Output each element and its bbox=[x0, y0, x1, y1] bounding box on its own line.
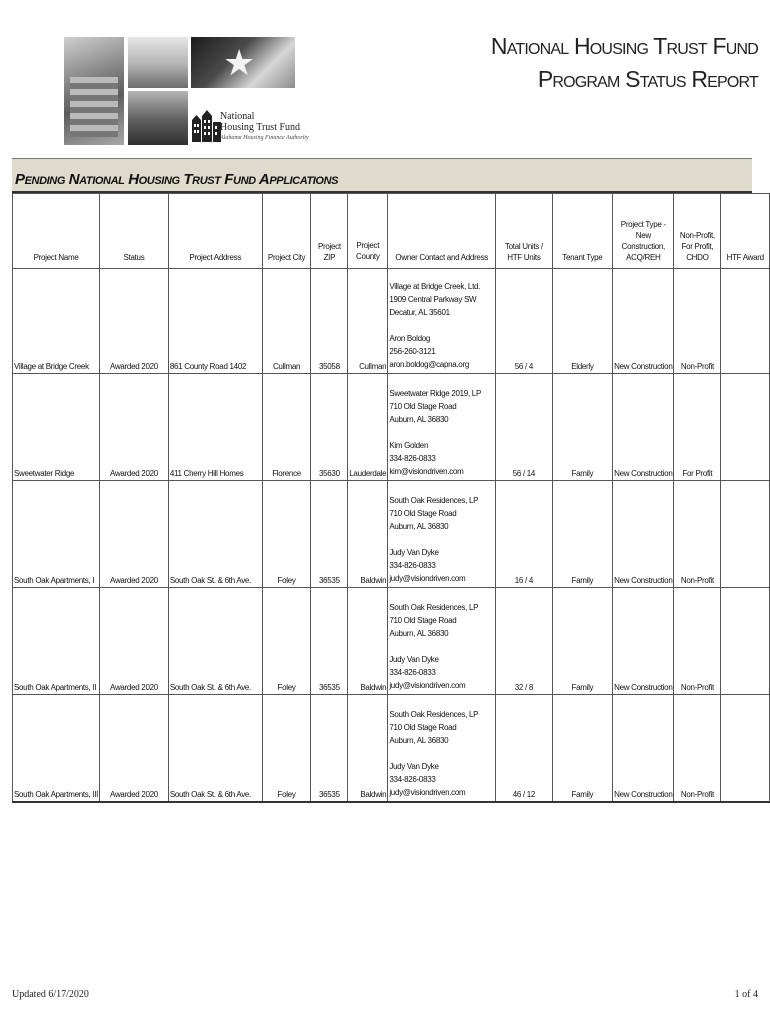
cell-project-name: Sweetwater Ridge bbox=[13, 374, 100, 481]
cell-project-zip: 36535 bbox=[311, 588, 348, 695]
col-header-project-city: Project City bbox=[262, 194, 311, 269]
contact-name: Aron Boldog bbox=[389, 334, 431, 343]
logo-text-line1: National bbox=[220, 111, 255, 122]
cell-status: Awarded 2020 bbox=[100, 374, 169, 481]
cell-project-zip: 35058 bbox=[311, 269, 348, 374]
owner-entity: South Oak Residences, LP bbox=[389, 496, 479, 505]
interior-photo bbox=[128, 37, 188, 88]
cell-project-county: Cullman bbox=[348, 269, 388, 374]
owner-entity: South Oak Residences, LP bbox=[389, 603, 479, 612]
cell-project-type: New Construction bbox=[613, 269, 674, 374]
cell-project-zip: 36535 bbox=[311, 481, 348, 588]
table-row bbox=[13, 695, 770, 802]
cell-project-address: South Oak St. & 6th Ave. bbox=[168, 588, 262, 695]
cell-owner-contact bbox=[388, 374, 496, 481]
cell-project-county: Lauderdale bbox=[348, 374, 388, 481]
cell-project-zip: 36535 bbox=[311, 695, 348, 802]
col-header-project-zip: Project ZIP bbox=[311, 194, 348, 269]
owner-city-state: Auburn, AL 36830 bbox=[389, 415, 449, 424]
cell-project-county: Baldwin bbox=[348, 588, 388, 695]
owner-entity: Village at Bridge Creek, Ltd. bbox=[389, 282, 481, 291]
cell-owner-contact bbox=[388, 695, 496, 802]
owner-street: 710 Old Stage Road bbox=[389, 616, 457, 625]
cell-org-type: Non-Profit bbox=[674, 269, 721, 374]
owner-city-state: Decatur, AL 35601 bbox=[389, 308, 450, 317]
cell-units: 56 / 4 bbox=[496, 269, 553, 374]
owner-street: 710 Old Stage Road bbox=[389, 402, 457, 411]
col-header-units: Total Units / HTF Units bbox=[496, 194, 553, 269]
owner-city-state: Auburn, AL 36830 bbox=[389, 629, 449, 638]
cell-units: 46 / 12 bbox=[496, 695, 553, 802]
cell-status: Awarded 2020 bbox=[100, 269, 169, 374]
cell-org-type: Non-Profit bbox=[674, 695, 721, 802]
logo-text-line3: Alabama Housing Finance Authority bbox=[220, 135, 309, 141]
cell-units: 56 / 14 bbox=[496, 374, 553, 481]
cell-units: 32 / 8 bbox=[496, 588, 553, 695]
page-number: 1 of 4 bbox=[734, 989, 758, 1000]
contact-phone: 334-826-0833 bbox=[389, 454, 436, 463]
cell-project-city: Foley bbox=[262, 481, 311, 588]
owner-street: 710 Old Stage Road bbox=[389, 509, 457, 518]
owner-street: 1909 Central Parkway SW bbox=[389, 295, 477, 304]
section-title: Pending National Housing Trust Fund Applications bbox=[15, 171, 339, 188]
contact-phone: 334-826-0833 bbox=[389, 561, 436, 570]
table-header-row bbox=[13, 194, 770, 269]
contact-email: judy@visiondriven.com bbox=[389, 681, 466, 690]
report-title-line2: Program Status Report bbox=[537, 66, 758, 92]
building-photo bbox=[64, 37, 124, 145]
contact-phone: 334-826-0833 bbox=[389, 668, 436, 677]
owner-city-state: Auburn, AL 36830 bbox=[389, 522, 449, 531]
cell-project-address: South Oak St. & 6th Ave. bbox=[168, 695, 262, 802]
cell-project-name: South Oak Apartments, II bbox=[13, 588, 100, 695]
cell-htf-award bbox=[721, 588, 770, 695]
cell-tenant-type: Elderly bbox=[552, 269, 612, 374]
room-photo bbox=[128, 91, 188, 145]
cell-owner-contact bbox=[388, 481, 496, 588]
cell-project-city: Foley bbox=[262, 588, 311, 695]
table-row bbox=[13, 481, 770, 588]
table-row bbox=[13, 588, 770, 695]
contact-name: Kim Golden bbox=[389, 441, 429, 450]
col-header-htf-award: HTF Award bbox=[721, 194, 770, 269]
cell-project-county: Baldwin bbox=[348, 481, 388, 588]
contact-email: judy@visiondriven.com bbox=[389, 787, 466, 797]
logo-text-line2: Housing Trust Fund bbox=[220, 122, 301, 133]
cell-tenant-type: Family bbox=[552, 374, 612, 481]
cell-project-city: Cullman bbox=[262, 269, 311, 374]
contact-name: Judy Van Dyke bbox=[389, 655, 439, 664]
owner-entity: South Oak Residences, LP bbox=[389, 709, 479, 719]
cell-tenant-type: Family bbox=[552, 588, 612, 695]
cell-htf-award bbox=[721, 269, 770, 374]
cell-org-type: Non-Profit bbox=[674, 588, 721, 695]
cell-project-name: South Oak Apartments, I bbox=[13, 481, 100, 588]
report-title-line1: National Housing Trust Fund bbox=[490, 33, 758, 59]
col-header-project-name: Project Name bbox=[13, 194, 100, 269]
col-header-project-county: Project County bbox=[348, 194, 388, 269]
contact-email: aron.boldog@capna.org bbox=[389, 360, 469, 369]
contact-name: Judy Van Dyke bbox=[389, 761, 439, 771]
col-header-project-address: Project Address bbox=[168, 194, 262, 269]
section-header bbox=[12, 158, 752, 193]
cell-project-address: 411 Cherry Hill Homes bbox=[168, 374, 262, 481]
contact-phone: 256-260-3121 bbox=[389, 347, 436, 356]
cell-status: Awarded 2020 bbox=[100, 481, 169, 588]
contact-phone: 334-826-0833 bbox=[389, 774, 436, 784]
cell-htf-award bbox=[721, 374, 770, 481]
applications-table bbox=[12, 193, 770, 803]
cell-tenant-type: Family bbox=[552, 481, 612, 588]
contact-email: judy@visiondriven.com bbox=[389, 574, 466, 583]
cell-htf-award bbox=[721, 695, 770, 802]
cell-units: 16 / 4 bbox=[496, 481, 553, 588]
cell-project-city: Florence bbox=[262, 374, 311, 481]
col-header-tenant-type: Tenant Type bbox=[552, 194, 612, 269]
cell-htf-award bbox=[721, 481, 770, 588]
table-row bbox=[13, 374, 770, 481]
updated-date: Updated 6/17/2020 bbox=[12, 989, 89, 1000]
contact-name: Judy Van Dyke bbox=[389, 548, 439, 557]
cell-project-type: New Construction bbox=[613, 374, 674, 481]
cell-project-address: South Oak St. & 6th Ave. bbox=[168, 481, 262, 588]
cell-project-name: Village at Bridge Creek bbox=[13, 269, 100, 374]
cell-status: Awarded 2020 bbox=[100, 695, 169, 802]
cell-project-city: Foley bbox=[262, 695, 311, 802]
cell-tenant-type: Family bbox=[552, 695, 612, 802]
cell-project-type: New Construction bbox=[613, 695, 674, 802]
cell-owner-contact bbox=[388, 588, 496, 695]
col-header-owner-contact: Owner Contact and Address bbox=[388, 194, 496, 269]
contact-email: kim@visiondriven.com bbox=[389, 467, 464, 476]
cell-org-type: Non-Profit bbox=[674, 481, 721, 588]
flag-photo: ★ bbox=[191, 37, 295, 88]
cell-project-type: New Construction bbox=[613, 481, 674, 588]
table-row bbox=[13, 269, 770, 374]
owner-city-state: Auburn, AL 36830 bbox=[389, 735, 449, 745]
cell-owner-contact bbox=[388, 269, 496, 374]
cell-project-county: Baldwin bbox=[348, 695, 388, 802]
cell-project-name: South Oak Apartments, III bbox=[13, 695, 100, 802]
cell-project-zip: 35630 bbox=[311, 374, 348, 481]
cell-status: Awarded 2020 bbox=[100, 588, 169, 695]
cell-project-address: 861 County Road 1402 bbox=[168, 269, 262, 374]
cell-org-type: For Profit bbox=[674, 374, 721, 481]
col-header-project-type: Project Type - New Construction, ACQ/REH bbox=[613, 194, 674, 269]
owner-street: 710 Old Stage Road bbox=[389, 722, 457, 732]
cell-project-type: New Construction bbox=[613, 588, 674, 695]
owner-entity: Sweetwater Ridge 2019, LP bbox=[389, 389, 481, 398]
col-header-org-type: Non-Profit, For Profit, CHDO bbox=[674, 194, 721, 269]
col-header-status: Status bbox=[100, 194, 169, 269]
